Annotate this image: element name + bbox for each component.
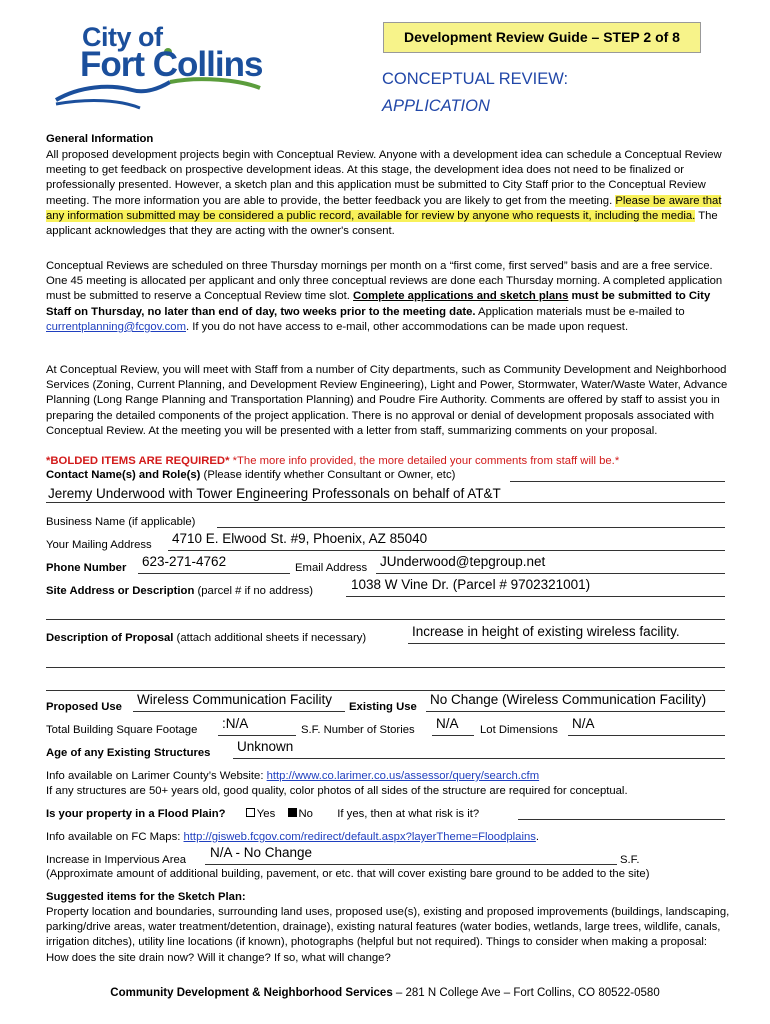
email-field[interactable]: JUnderwood@tepgroup.net xyxy=(380,554,546,569)
description-line-3 xyxy=(46,690,725,691)
application-subtitle: APPLICATION xyxy=(382,97,490,115)
description-line-1 xyxy=(408,643,725,644)
contact-line-1 xyxy=(510,481,725,482)
lot-field[interactable]: N/A xyxy=(572,716,595,731)
larimer-text: Info available on Larimer County’s Website: xyxy=(46,770,267,782)
stories-line xyxy=(432,735,474,736)
contact-line-2 xyxy=(46,502,725,503)
impervious-label: Increase in Impervious Area xyxy=(46,854,187,866)
site-field[interactable]: 1038 W Vine Dr. (Parcel # 9702321001) xyxy=(351,577,591,592)
proposed-use-line xyxy=(133,711,345,712)
footer xyxy=(0,987,770,999)
general-info-heading: General Information xyxy=(46,133,154,145)
lot-line xyxy=(568,735,725,736)
impervious-unit: S.F. xyxy=(620,854,640,866)
logo-city-text: City of xyxy=(82,22,163,52)
flood-risk-field[interactable] xyxy=(518,819,725,820)
email-line xyxy=(376,573,725,574)
flood-label: Is your property in a Flood Plain? xyxy=(46,808,226,820)
existing-use-field[interactable]: No Change (Wireless Communication Facility) xyxy=(430,692,707,707)
age-label: Age of any Existing Structures xyxy=(46,747,211,759)
guide-step-banner: Development Review Guide – STEP 2 of 8 xyxy=(383,22,701,53)
p2-text: Conceptual Reviews are scheduled on three Thursday mornings per month on a “first come, first served” basis and are a free service. One 45 meeting is allocated per applicant and only three conceptual reviews are done each Thursday morning. A completed application must be submitted to reserve a Conceptual Review time slot. xyxy=(46,260,723,303)
proposed-use-label: Proposed Use xyxy=(46,701,122,713)
larimer-info xyxy=(46,769,539,784)
flood-row xyxy=(46,807,479,822)
current-planning-email-link[interactable]: currentplanning@fcgov.com xyxy=(46,320,186,333)
footer-address: – 281 N College Ave – Fort Collins, CO 80522-0580 xyxy=(392,987,660,999)
required-detail-notice: *The more info provided, the more detailed your comments from staff will be.* xyxy=(229,455,620,467)
age-field[interactable]: Unknown xyxy=(237,739,294,754)
site-label-text: Site Address or Description xyxy=(46,585,195,597)
contact-field[interactable]: Jeremy Underwood with Tower Engineering Professonals on behalf of AT&T xyxy=(48,486,501,501)
phone-label: Phone Number xyxy=(46,562,127,574)
age-line xyxy=(233,758,725,759)
existing-use-line xyxy=(426,711,725,712)
email-label: Email Address xyxy=(295,562,368,574)
impervious-field[interactable]: N/A - No Change xyxy=(210,845,313,860)
fcmaps-link[interactable]: http://gisweb.fcgov.com/redirect/default.aspx?layerTheme=Floodplains xyxy=(183,831,536,843)
p1-owner-consent: The applicant acknowledges that they are acting with the owner's consent. xyxy=(46,209,718,238)
required-notice xyxy=(46,454,730,469)
flood-risk-label: If yes, then at what risk is it? xyxy=(337,808,480,820)
fcmaps-end: . xyxy=(535,831,540,843)
site-line-1 xyxy=(346,596,725,597)
p2-accommodations: . If you do not have access to e-mail, other accommodations can be made upon request. xyxy=(186,320,629,333)
logo-fort-collins-text: Fort Collins xyxy=(80,45,263,84)
sketch-heading: Suggested items for the Sketch Plan: xyxy=(46,891,246,903)
general-info-paragraph xyxy=(46,148,730,239)
mailing-field[interactable]: 4710 E. Elwood St. #9, Phoenix, AZ 85040 xyxy=(172,531,428,546)
flood-no-label: No xyxy=(298,808,313,820)
description-line-2 xyxy=(46,667,725,668)
public-record-notice: Please be aware that any information submitted may be considered a public record, available for review by anyone who requests it, including the media. xyxy=(46,194,722,222)
phone-field[interactable]: 623-271-4762 xyxy=(142,554,227,569)
larimer-link[interactable]: http://www.co.larimer.co.us/assessor/query/search.cfm xyxy=(266,770,540,782)
flood-no-checkbox[interactable] xyxy=(288,808,297,817)
sqft-label: Total Building Square Footage xyxy=(46,724,198,736)
proposed-use-field[interactable]: Wireless Communication Facility xyxy=(137,692,333,707)
sketch-body: Property location and boundaries, surrounding land uses, proposed use(s), existing and proposed improvements (buildings, landscaping, parking/drive areas, water treatment/detention, drainage), existing natural features (water bodies, wetlands, large trees, wildlife, canals, irrigation ditches), utility line locations (if known), photographs (helpful but not required). Things to consider when making a proposal: How does the site drain now? Will it change? If so, what will change? xyxy=(46,906,730,964)
sqft-field[interactable]: :N/A xyxy=(222,716,249,731)
stories-field[interactable]: N/A xyxy=(436,716,459,731)
sqft-line xyxy=(218,735,296,736)
mailing-label: Your Mailing Address xyxy=(46,539,152,551)
site-hint: (parcel # if no address) xyxy=(194,585,314,597)
description-label-text: Description of Proposal xyxy=(46,632,174,644)
stories-label: S.F. Number of Stories xyxy=(301,724,415,736)
business-field[interactable] xyxy=(217,527,725,528)
impervious-note: (Approximate amount of additional building, pavement, or etc. that will cover existing bare ground to be added to the site) xyxy=(46,868,650,880)
business-label: Business Name (if applicable) xyxy=(46,516,196,528)
existing-use-label: Existing Use xyxy=(349,701,417,713)
schedule-paragraph xyxy=(46,259,730,335)
site-label xyxy=(46,584,313,599)
fcmaps-info xyxy=(46,830,539,845)
contact-label-text: Contact Name(s) and Role(s) xyxy=(46,469,201,481)
conceptual-meeting-paragraph: At Conceptual Review, you will meet with Staff from a number of City departments, such as Community Development and Neighborhood Services (Zoning, Current Planning, and Development Review Engineering), Light and Power, Stormwater, Water/Waste Water, Advance Planning (Long Range Planning and Transportation Planning) and Poudre Fire Authority. Comments are offered by staff to assist you in preparing the detailed components of the project application. There is no approval or denial of development proposals associated with Conceptual Review. At the meeting you will be presented with a letter from staff, summarizing comments on your proposal. xyxy=(46,364,728,437)
flood-yes-label: Yes xyxy=(256,808,276,820)
p2-email-text: Application materials must be e-mailed to xyxy=(475,305,685,318)
mailing-line xyxy=(168,550,725,551)
description-hint: (attach additional sheets if necessary) xyxy=(173,632,367,644)
conceptual-review-title: CONCEPTUAL REVIEW: xyxy=(382,70,569,88)
contact-hint: (Please identify whether Consultant or Owner, etc) xyxy=(200,469,456,481)
required-bold-notice: *BOLDED ITEMS ARE REQUIRED* xyxy=(46,455,230,467)
description-label xyxy=(46,631,366,646)
p1-text: All proposed development projects begin with Conceptual Review. Anyone with a development idea can schedule a Conceptual Review meeting to get feedback on prospective development ideas. At this stage, the development idea does not need to be finalized or professionally presented. However, a sketch plan and this application must be submitted to City Staff prior to the Conceptual Review meeting. The more information you are able to provide, the better feedback you are likely to get from the meeting. xyxy=(46,149,722,207)
description-field[interactable]: Increase in height of existing wireless facility. xyxy=(412,624,680,639)
site-line-2 xyxy=(46,619,725,620)
lot-label: Lot Dimensions xyxy=(480,724,558,736)
footer-dept: Community Development & Neighborhood Services xyxy=(110,987,393,999)
contact-label xyxy=(46,468,455,483)
impervious-line xyxy=(205,864,617,865)
flood-yes-checkbox[interactable] xyxy=(246,808,255,817)
phone-line xyxy=(138,573,290,574)
photos-note: If any structures are 50+ years old, good quality, color photos of all sides of the structure are required for conceptual. xyxy=(46,785,628,797)
p2-deadline: must be submitted to City Staff on Thursday, no later than end of day, two weeks prior to the meeting date. xyxy=(46,290,711,318)
fcmaps-text: Info available on FC Maps: xyxy=(46,831,184,843)
p2-complete-applications: Complete applications and sketch plans xyxy=(353,290,569,303)
